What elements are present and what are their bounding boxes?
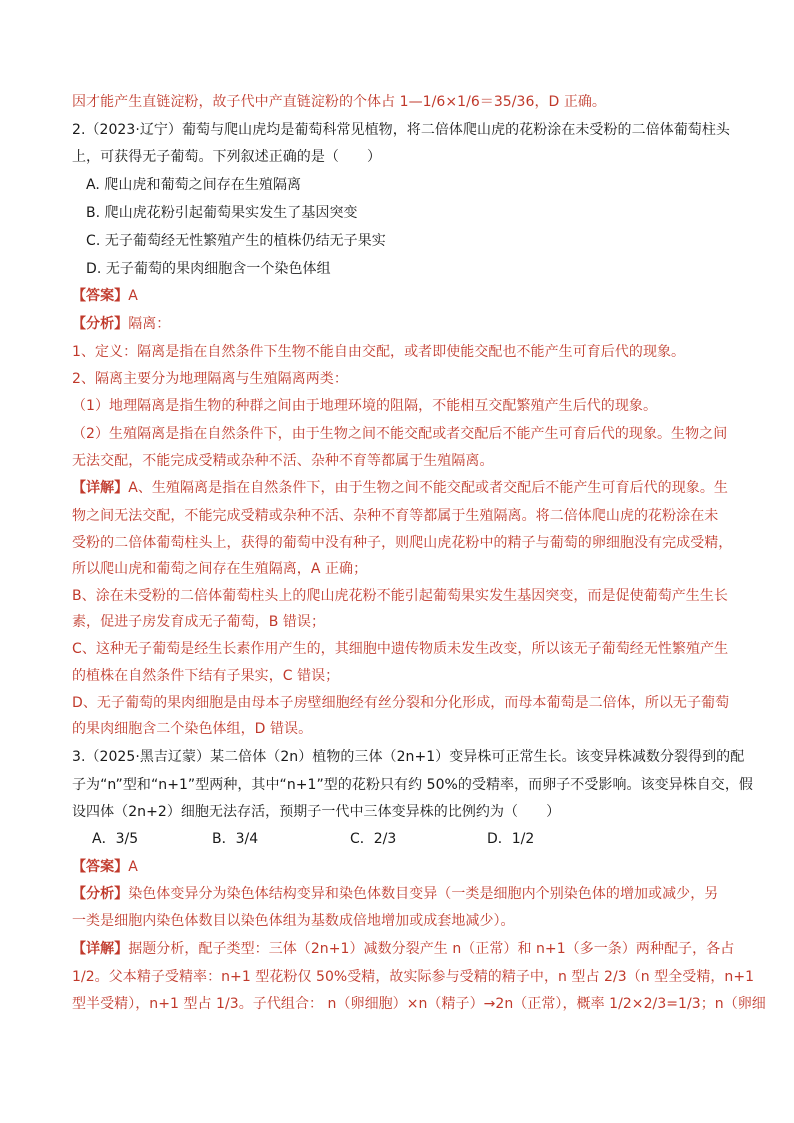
answer-line bbox=[72, 857, 138, 877]
text-line: 1/2。父本精子受精率：n+1 型花粉仅 50%受精，故实际参与受精的精子中，n 型占 2/3（n 型全受精，n+1 bbox=[72, 969, 755, 985]
text-line: 一类是细胞内染色体数目以染色体组为基数成倍地增加或成套地减少）。 bbox=[72, 913, 515, 929]
text-line: 2、隔离主要分为地理隔离与生殖隔离两类： bbox=[72, 371, 348, 387]
detail-line bbox=[72, 939, 734, 959]
text-line: （2）生殖隔离是指在自然条件下，由于生物之间不能交配或者交配后不能产生可育后代的现象。生物之间 bbox=[72, 426, 728, 442]
text-line: 型半受精），n+1 型占 1/3。子代组合： n（卵细胞）×n（精子）→2n（正常），概率 1/2×2/3=1/3；n（卵细 bbox=[72, 996, 766, 1012]
option-a: A. 爬山虎和葡萄之间存在生殖隔离 bbox=[86, 177, 302, 193]
analysis-text: 隔离： bbox=[128, 316, 171, 332]
text-line: C、这种无子葡萄是经生长素作用产生的，其细胞中遗传物质未发生改变，所以该无子葡萄经无性繁殖产生 bbox=[72, 641, 729, 657]
answer-tag: 【答案】 bbox=[72, 288, 129, 304]
text-line: 素，促进子房发育成无子葡萄，B 错误； bbox=[72, 614, 326, 630]
answer-value: A bbox=[128, 859, 138, 875]
text-line: 1、定义：隔离是指在自然条件下生物不能自由交配，或者即使能交配也不能产生可育后代的现象。 bbox=[72, 344, 686, 360]
detail-line bbox=[72, 478, 728, 498]
detail-tag: 【详解】 bbox=[72, 480, 129, 496]
option-d: D. 无子葡萄的果肉细胞含一个染色体组 bbox=[86, 261, 331, 277]
answer-tag: 【答案】 bbox=[72, 859, 129, 875]
question-2-stem: 2.（2023·辽宁）葡萄与爬山虎均是葡萄科常见植物，将二倍体爬山虎的花粉涂在未受粉的二倍体葡萄柱头 bbox=[72, 122, 730, 138]
text-line: 所以爬山虎和葡萄之间存在生殖隔离，A 正确； bbox=[72, 561, 368, 577]
analysis-tag: 【分析】 bbox=[72, 886, 129, 902]
question-2-stem: 上，可获得无子葡萄。下列叙述正确的是（ ） bbox=[72, 149, 382, 165]
question-3-stem: 子为“n”型和“n+1”型两种，其中“n+1”型的花粉只有约 50%的受精率，而卵子不受影响。该变异株自交，假 bbox=[72, 777, 753, 793]
analysis-text: 染色体变异分为染色体结构变异和染色体数目变异（一类是细胞内个别染色体的增加或减少，另 bbox=[128, 886, 719, 902]
text-line: 无法交配，不能完成受精或杂种不活、杂种不育等都属于生殖隔离。 bbox=[72, 453, 494, 469]
analysis-line bbox=[72, 314, 170, 334]
detail-text: A、生殖隔离是指在自然条件下，由于生物之间不能交配或者交配后不能产生可育后代的现象。生 bbox=[128, 480, 728, 496]
answer-line bbox=[72, 286, 138, 306]
choice-d: D．1/2 bbox=[487, 831, 535, 847]
text-line: （1）地理隔离是指生物的种群之间由于地理环境的阻隔，不能相互交配繁殖产生后代的现象。 bbox=[72, 398, 658, 414]
analysis-tag: 【分析】 bbox=[72, 316, 129, 332]
text-line: 因才能产生直链淀粉，故子代中产直链淀粉的个体占 1—1/6×1/6＝35/36，D 正确。 bbox=[72, 94, 606, 110]
answer-value: A bbox=[128, 288, 138, 304]
choice-b: B．3/4 bbox=[212, 831, 259, 847]
option-b: B. 爬山虎花粉引起葡萄果实发生了基因突变 bbox=[86, 205, 358, 221]
choice-c: C．2/3 bbox=[350, 831, 397, 847]
text-line: 物之间无法交配，不能完成受精或杂种不活、杂种不育等都属于生殖隔离。将二倍体爬山虎的花粉涂在未 bbox=[72, 508, 719, 524]
text-line: 受粉的二倍体葡萄柱头上，获得的葡萄中没有种子，则爬山虎花粉中的精子与葡萄的卵细胞没有完成受精， bbox=[72, 535, 733, 551]
question-3-stem: 设四体（2n+2）细胞无法存活，预期子一代中三体变异株的比例约为（ ） bbox=[72, 804, 561, 820]
choice-a: A．3/5 bbox=[92, 831, 139, 847]
text-line: D、无子葡萄的果肉细胞是由母本子房壁细胞经有丝分裂和分化形成，而母本葡萄是二倍体，所以无子葡萄 bbox=[72, 695, 730, 711]
detail-tag: 【详解】 bbox=[72, 941, 129, 957]
text-line: 的果肉细胞含二个染色体组，D 错误。 bbox=[72, 721, 313, 737]
analysis-line bbox=[72, 884, 718, 904]
detail-text: 据题分析，配子类型：三体（2n+1）减数分裂产生 n（正常）和 n+1（多一条）两种配子，各占 bbox=[128, 941, 735, 957]
text-line: 的植株在自然条件下结有子果实，C 错误； bbox=[72, 668, 340, 684]
text-line: B、涂在未受粉的二倍体葡萄柱头上的爬山虎花粉不能引起葡萄果实发生基因突变，而是促使葡萄产生生长 bbox=[72, 588, 728, 604]
option-c: C. 无子葡萄经无性繁殖产生的植株仍结无子果实 bbox=[86, 233, 386, 249]
question-3-stem: 3.（2025·黑吉辽蒙）某二倍体（2n）植物的三体（2n+1）变异株可正常生长。该变异株减数分裂得到的配 bbox=[72, 749, 745, 765]
